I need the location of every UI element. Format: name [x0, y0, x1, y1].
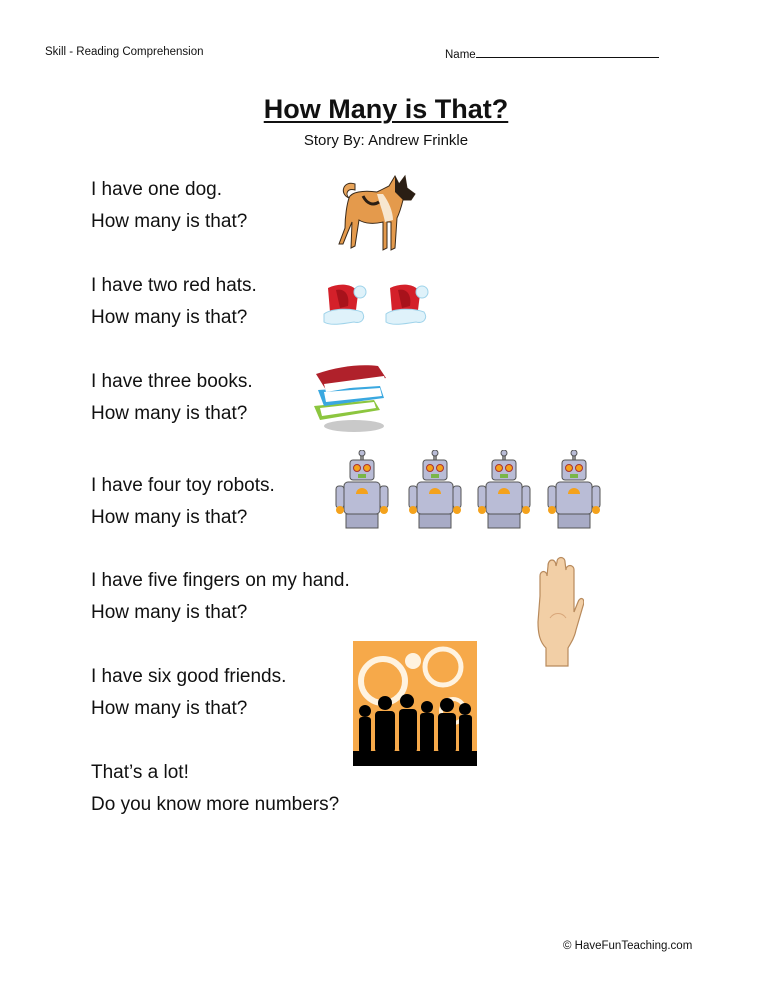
stanza-6 [91, 661, 286, 725]
name-field[interactable] [445, 46, 659, 61]
stanza-question: How many is that? [91, 602, 248, 623]
stanza-question: How many is that? [91, 307, 248, 328]
stanza-question: How many is that? [91, 211, 248, 232]
books-stack-icon [310, 362, 392, 434]
name-label: Name [445, 49, 476, 61]
stanza-4 [91, 470, 275, 534]
stanza-line: I have three books. [91, 371, 253, 392]
closing-question: Do you know more numbers? [91, 794, 340, 815]
hand-icon [530, 556, 584, 668]
robot-icon [476, 450, 536, 532]
santa-hat-icon [322, 280, 368, 326]
stanza-question: How many is that? [91, 507, 248, 528]
dog-icon [333, 172, 419, 254]
robot-icon [334, 450, 394, 532]
santa-hat-icon [384, 280, 430, 326]
stanza-question: How many is that? [91, 403, 248, 424]
stanza-line: I have five fingers on my hand. [91, 570, 350, 591]
byline: Story By: Andrew Frinkle [303, 132, 469, 149]
friends-silhouette-image [353, 641, 477, 766]
stanza-line: I have two red hats. [91, 275, 257, 296]
closing-line: That’s a lot! [91, 762, 189, 783]
stanza-1 [91, 174, 247, 238]
stanza-5 [91, 565, 350, 629]
copyright-footer: © HaveFunTeaching.com [563, 940, 693, 952]
stanza-line: I have one dog. [91, 179, 222, 200]
robot-icon [407, 450, 467, 532]
skill-label: Skill - Reading Comprehension [45, 46, 204, 58]
robot-icon [546, 450, 606, 532]
stanza-3 [91, 366, 253, 430]
stanza-line: I have four toy robots. [91, 475, 275, 496]
page-title: How Many is That? [263, 94, 509, 124]
stanza-question: How many is that? [91, 698, 248, 719]
stanza-line: I have six good friends. [91, 666, 287, 687]
name-blank-line[interactable] [476, 46, 659, 58]
stanza-2 [91, 270, 257, 334]
stanza-closing [91, 757, 339, 821]
